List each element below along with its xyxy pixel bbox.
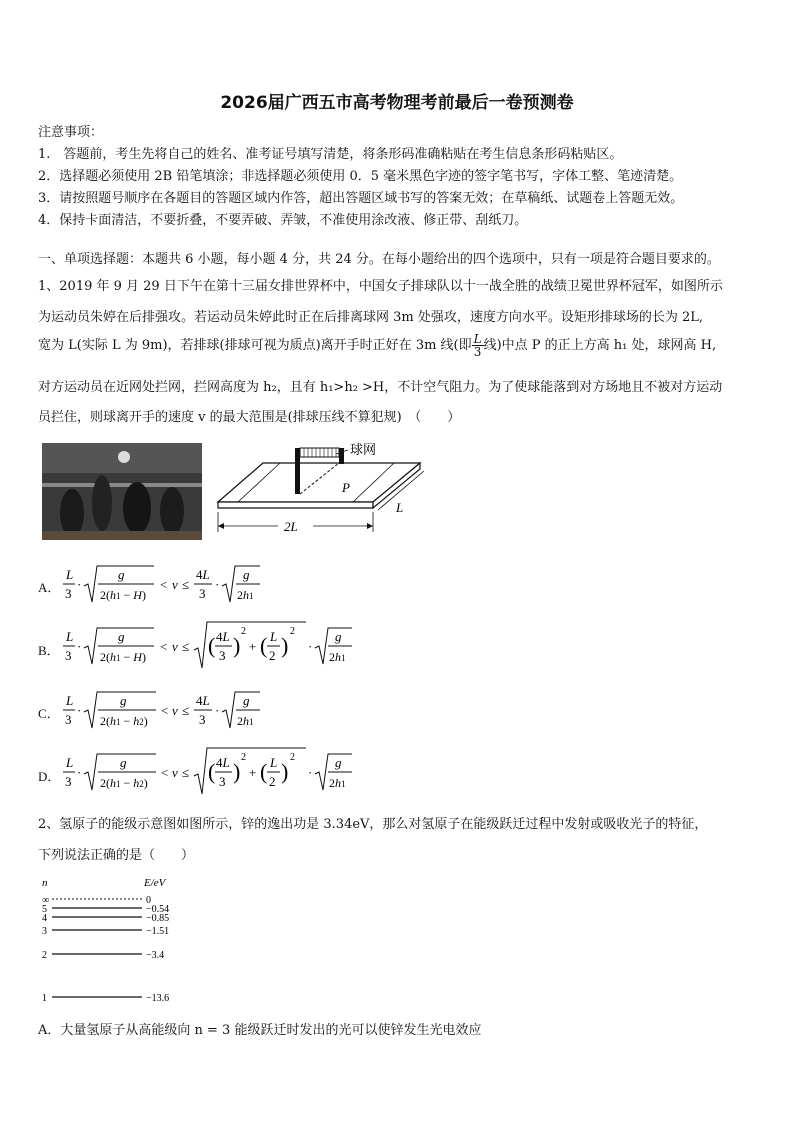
svg-text:+: + bbox=[249, 765, 257, 780]
option-b-formula bbox=[60, 620, 360, 672]
svg-text:v: v bbox=[172, 703, 178, 718]
svg-text:4L: 4L bbox=[216, 755, 230, 770]
svg-text:2(h1 − H): 2(h1 − H) bbox=[100, 650, 146, 664]
net-label: 球网 bbox=[350, 442, 377, 457]
svg-text:3: 3 bbox=[199, 586, 206, 601]
svg-text:L: L bbox=[66, 693, 74, 708]
q1-line-4: 对方运动员在近网处拦网，拦网高度为 h₂，且有 h₁>h₂ >H，不计空气阻力。为了使球能落到对方场地且不被对方运动 bbox=[38, 380, 723, 395]
svg-text:2: 2 bbox=[290, 626, 295, 637]
svg-text:·: · bbox=[215, 577, 220, 592]
svg-text:2: 2 bbox=[241, 626, 246, 637]
svg-text:·: · bbox=[77, 577, 82, 592]
svg-text:L: L bbox=[66, 567, 74, 582]
svg-text:2h1: 2h1 bbox=[329, 776, 346, 790]
q1-line-3 bbox=[38, 333, 716, 358]
svg-text:<: < bbox=[160, 577, 168, 592]
svg-text:2: 2 bbox=[269, 648, 276, 663]
svg-text:L: L bbox=[66, 629, 74, 644]
svg-text:≤: ≤ bbox=[182, 639, 190, 654]
level-energy-label: −0.85 bbox=[146, 913, 170, 924]
level-n-label: ∞ bbox=[42, 895, 50, 906]
level-energy-label: −13.6 bbox=[146, 993, 170, 1004]
point-p-label: P bbox=[342, 480, 350, 495]
svg-text:(: ( bbox=[208, 633, 216, 658]
svg-text:g: g bbox=[120, 693, 127, 708]
q1-line-3b: 线)中点 P 的正上方高 h₁ 处，球网高 H, bbox=[483, 338, 717, 353]
svg-text:·: · bbox=[77, 765, 82, 780]
svg-text:2: 2 bbox=[290, 752, 295, 763]
svg-text:2(h1 − H): 2(h1 − H) bbox=[100, 588, 146, 602]
e-header: E/eV bbox=[144, 877, 166, 889]
svg-text:(: ( bbox=[208, 759, 216, 784]
svg-text:): ) bbox=[281, 633, 289, 658]
svg-text:3: 3 bbox=[65, 648, 72, 663]
notice-item-3: 3．请按照题号顺序在各题目的答题区域内作答，超出答题区域书写的答案无效；在草稿纸、试题卷上答题无效。 bbox=[38, 191, 684, 206]
level-n-label: 1 bbox=[42, 993, 47, 1004]
l-over-3-fraction bbox=[472, 333, 484, 358]
svg-text:<: < bbox=[161, 765, 169, 780]
svg-text:v: v bbox=[172, 577, 178, 592]
svg-text:g: g bbox=[243, 693, 250, 708]
n-header: n bbox=[42, 877, 48, 889]
option-c-label: C． bbox=[38, 706, 60, 721]
svg-text:2: 2 bbox=[269, 774, 276, 789]
notice-heading: 注意事项： bbox=[38, 125, 104, 140]
svg-text:): ) bbox=[233, 759, 241, 784]
svg-text:L: L bbox=[270, 629, 278, 644]
notice-item-1: 1. 答题前，考生先将自己的姓名、准考证号填写清楚，将条形码准确粘贴在考生信息条形码粘贴区。 bbox=[38, 147, 623, 162]
svg-text:≤: ≤ bbox=[182, 577, 190, 592]
q1-line-3a: 宽为 L(实际 L 为 9m)，若排球(排球可视为质点)离开手时正好在 3m 线(即 bbox=[38, 338, 472, 353]
fraction-denominator: 3 bbox=[473, 345, 482, 359]
option-a-formula bbox=[60, 562, 280, 608]
q2-line-2: 下列说法正确的是（ ） bbox=[38, 848, 195, 863]
level-n-label: 5 bbox=[42, 904, 47, 915]
q2-option-a: A．大量氢原子从高能级向 n = 3 能级跃迁时发出的光可以使锌发生光电效应 bbox=[38, 1023, 482, 1038]
svg-text:g: g bbox=[335, 629, 342, 644]
svg-text:3: 3 bbox=[65, 774, 72, 789]
svg-text:(: ( bbox=[260, 633, 268, 658]
level-energy-label: 0 bbox=[146, 895, 151, 906]
level-n-label: 4 bbox=[42, 913, 47, 924]
svg-text:(: ( bbox=[260, 759, 268, 784]
svg-text:g: g bbox=[243, 567, 250, 582]
svg-text:·: · bbox=[77, 703, 82, 718]
svg-text:2(h1 − h2): 2(h1 − h2) bbox=[100, 776, 148, 790]
option-d-label: D． bbox=[38, 769, 61, 784]
level-energy-label: −1.51 bbox=[146, 926, 170, 937]
length-label: 2L bbox=[284, 519, 298, 534]
svg-text:4L: 4L bbox=[196, 567, 210, 582]
fraction-numerator: L bbox=[473, 332, 482, 346]
option-b-label: B． bbox=[38, 643, 60, 658]
volleyball-photo bbox=[42, 443, 202, 540]
svg-text:≤: ≤ bbox=[182, 703, 190, 718]
svg-text:<: < bbox=[161, 703, 169, 718]
level-energy-label: −0.54 bbox=[146, 904, 170, 915]
svg-text:g: g bbox=[118, 567, 125, 582]
svg-text:4L: 4L bbox=[196, 693, 210, 708]
svg-text:L: L bbox=[270, 755, 278, 770]
court-diagram bbox=[208, 440, 448, 544]
energy-level-diagram bbox=[38, 874, 198, 1008]
svg-text:): ) bbox=[233, 633, 241, 658]
svg-text:4L: 4L bbox=[216, 629, 230, 644]
section-heading: 一、单项选择题：本题共 6 小题，每小题 4 分，共 24 分。在每小题给出的四个选项中，只有一项是符合题目要求的。 bbox=[38, 252, 720, 267]
svg-text:2h1: 2h1 bbox=[237, 714, 254, 728]
svg-text:3: 3 bbox=[219, 648, 226, 663]
option-a-label: A． bbox=[38, 580, 61, 595]
svg-text:2h1: 2h1 bbox=[329, 650, 346, 664]
svg-text:L: L bbox=[66, 755, 74, 770]
svg-text:g: g bbox=[335, 755, 342, 770]
svg-text:3: 3 bbox=[65, 586, 72, 601]
svg-text:<: < bbox=[160, 639, 168, 654]
width-label: L bbox=[396, 500, 404, 515]
svg-text:+: + bbox=[249, 639, 257, 654]
q1-line-5: 员拦住，则球离开手的速度 v 的最大范围是(排球压线不算犯规) （ ） bbox=[38, 410, 461, 425]
svg-text:v: v bbox=[172, 765, 178, 780]
q2-line-1: 2、氢原子的能级示意图如图所示，锌的逸出功是 3.34eV，那么对氢原子在能级跃迁过程中发射或吸收光子的特征， bbox=[38, 817, 708, 832]
svg-text:3: 3 bbox=[199, 712, 206, 727]
svg-text:·: · bbox=[77, 639, 82, 654]
svg-text:3: 3 bbox=[219, 774, 226, 789]
svg-text:2(h1 − h2): 2(h1 − h2) bbox=[100, 714, 148, 728]
svg-text:≤: ≤ bbox=[182, 765, 190, 780]
level-n-label: 3 bbox=[42, 926, 47, 937]
q1-line-1: 1、2019 年 9 月 29 日下午在第十三届女排世界杯中，中国女子排球队以十一战全胜的战绩卫冕世界杯冠军，如图所示 bbox=[38, 279, 723, 294]
svg-text:): ) bbox=[281, 759, 289, 784]
level-n-label: 2 bbox=[42, 950, 47, 961]
svg-text:2h1: 2h1 bbox=[237, 588, 254, 602]
svg-text:·: · bbox=[215, 703, 220, 718]
svg-text:·: · bbox=[308, 765, 313, 780]
svg-text:v: v bbox=[172, 639, 178, 654]
svg-text:2: 2 bbox=[241, 752, 246, 763]
notice-item-4: 4．保持卡面清洁，不要折叠，不要弄破、弄皱，不准使用涂改液、修正带、刮纸刀。 bbox=[38, 213, 528, 228]
svg-text:g: g bbox=[118, 629, 125, 644]
q1-line-2: 为运动员朱婷在后排强攻。若运动员朱婷此时正在后排离球网 3m 处强攻，速度方向水平。设矩形排球场的长为 2L, bbox=[38, 310, 704, 325]
svg-text:·: · bbox=[308, 639, 313, 654]
option-d-formula bbox=[60, 746, 360, 798]
level-energy-label: −3.4 bbox=[146, 950, 165, 961]
notice-item-2: 2．选择题必须使用 2B 铅笔填涂；非选择题必须使用 0．5 毫米黑色字迹的签字笔书写，字体工整、笔迹清楚。 bbox=[38, 169, 683, 184]
svg-text:g: g bbox=[120, 755, 127, 770]
page-title: 2026届广西五市高考物理考前最后一卷预测卷 bbox=[220, 93, 574, 113]
option-c-formula bbox=[60, 688, 280, 734]
svg-text:3: 3 bbox=[65, 712, 72, 727]
